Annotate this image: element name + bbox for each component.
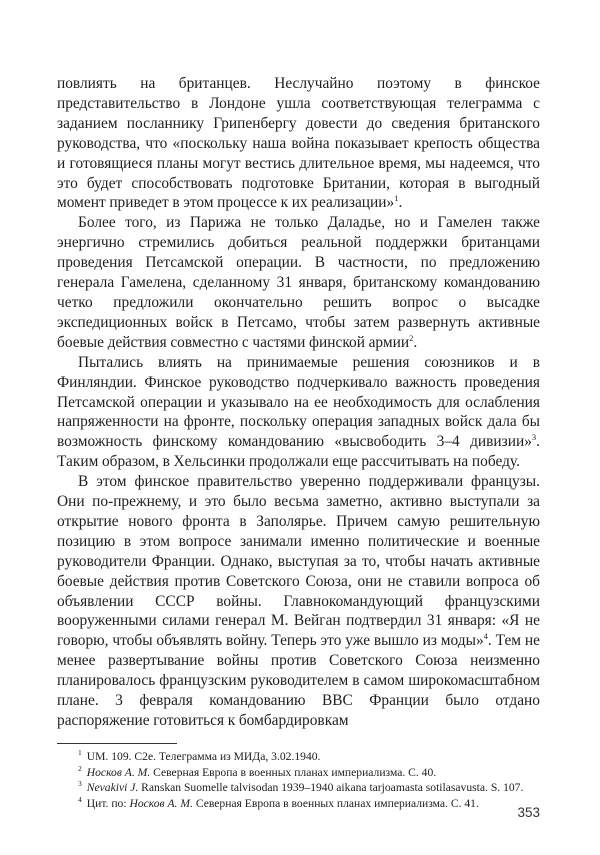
footnote-3: $^3$ Nevakivi J. Ranskan Suomelle talvisodan 1939–1940 aikana tarjoamasta sotilasavusta. S. 107.	[78, 779, 524, 795]
paragraph-1: повлиять на британцев. Неслучайно поэтому в финское представительство в Лондоне ушла соответствующая телеграмма с заданием посланнику Грипенбергу довести до сведения британского руководства, что «поскольку наша война показывает крепость общества и готовящиеся планы могут вестись длительное время, мы надеемся, что это будет способствовать подготовке Британии, которая в выгодный момент приведет в этом процессе к их реализации»$^1$.	[57, 75, 540, 212]
footnote-4: $^4$ Цит. по: Носков А. М. Северная Европа в военных планах империализма. С. 41.	[78, 794, 479, 810]
footnote-ref-4[interactable]: 4	[483, 631, 488, 642]
paragraph-4: В этом финское правительство уверенно поддерживали французы. Они по-прежнему, и это было весьма заметно, активно выступали за открытие нового фронта в Заполярье. Причем самую решительную позицию в этом вопросе занимали именно политические и военные руководители Франции. Однако, выступая за то, чтобы начать активные боевые действия против Советского Союза, они не ставили вопроса об объявлении СССР войны. Главнокомандующий французскими вооруженными силами генерал М. Вейган подтвердил 31 января: «Я не говорю, чтобы объявлять войну. Теперь это уже вышло из моды»$^4$. Тем не менее развертывание войны против Советского Союза неизменно планировалось французским руководителем в самом широкомасштабном плане. 3 февраля командованию ВВС Франции было отдано распоряжение готовиться к бомбардировкам	[57, 473, 540, 729]
footnote-author: Носков А. М.	[129, 796, 193, 810]
footnote-author: Nevakivi J.	[86, 781, 139, 795]
paragraph-2: Более того, из Парижа не только Даладье, но и Гамелен также энергично стремились добиться реальной поддержки британцами проведения Петсамской операции. В частности, по предложению генерала Гамелена, сделанному 31 января, британскому командованию четко предложили окончательно решить вопрос о высадке экспедиционных войск в Петсамо, чтобы затем развернуть активные боевые действия совместно с частями финской армии$^2$.	[57, 214, 540, 351]
footnote-separator	[57, 743, 177, 744]
footnote-author: Носков А. М.	[86, 765, 151, 779]
footnote-ref-2[interactable]: 2	[409, 332, 414, 343]
page-number: 353	[517, 805, 540, 820]
footnote-2: $^2$ Носков А. М. Северная Европа в военных планах империализма. С. 40.	[78, 763, 437, 779]
paragraph-3: Пытались влиять на принимаемые решения союзников и в Финляндии. Финское руководство подчеркивало важность проведения Петсамской операции и указывало на ее необходимость для ослабления напряженности на фронте, поскольку операция западных войск дала бы возможность финскому командованию «высвободить 3–4 дивизии»$^3$. Таким образом, в Хельсинки продолжали еще рассчитывать на победу.	[57, 353, 540, 471]
page-content	[57, 74, 540, 811]
footnote-1: $^1$ UM. 109. C2e. Телеграмма из МИДа, 3.02.1940.	[78, 748, 321, 763]
footnote-ref-3[interactable]: 3	[531, 432, 537, 443]
footnote-ref-1[interactable]: 1	[394, 193, 399, 204]
